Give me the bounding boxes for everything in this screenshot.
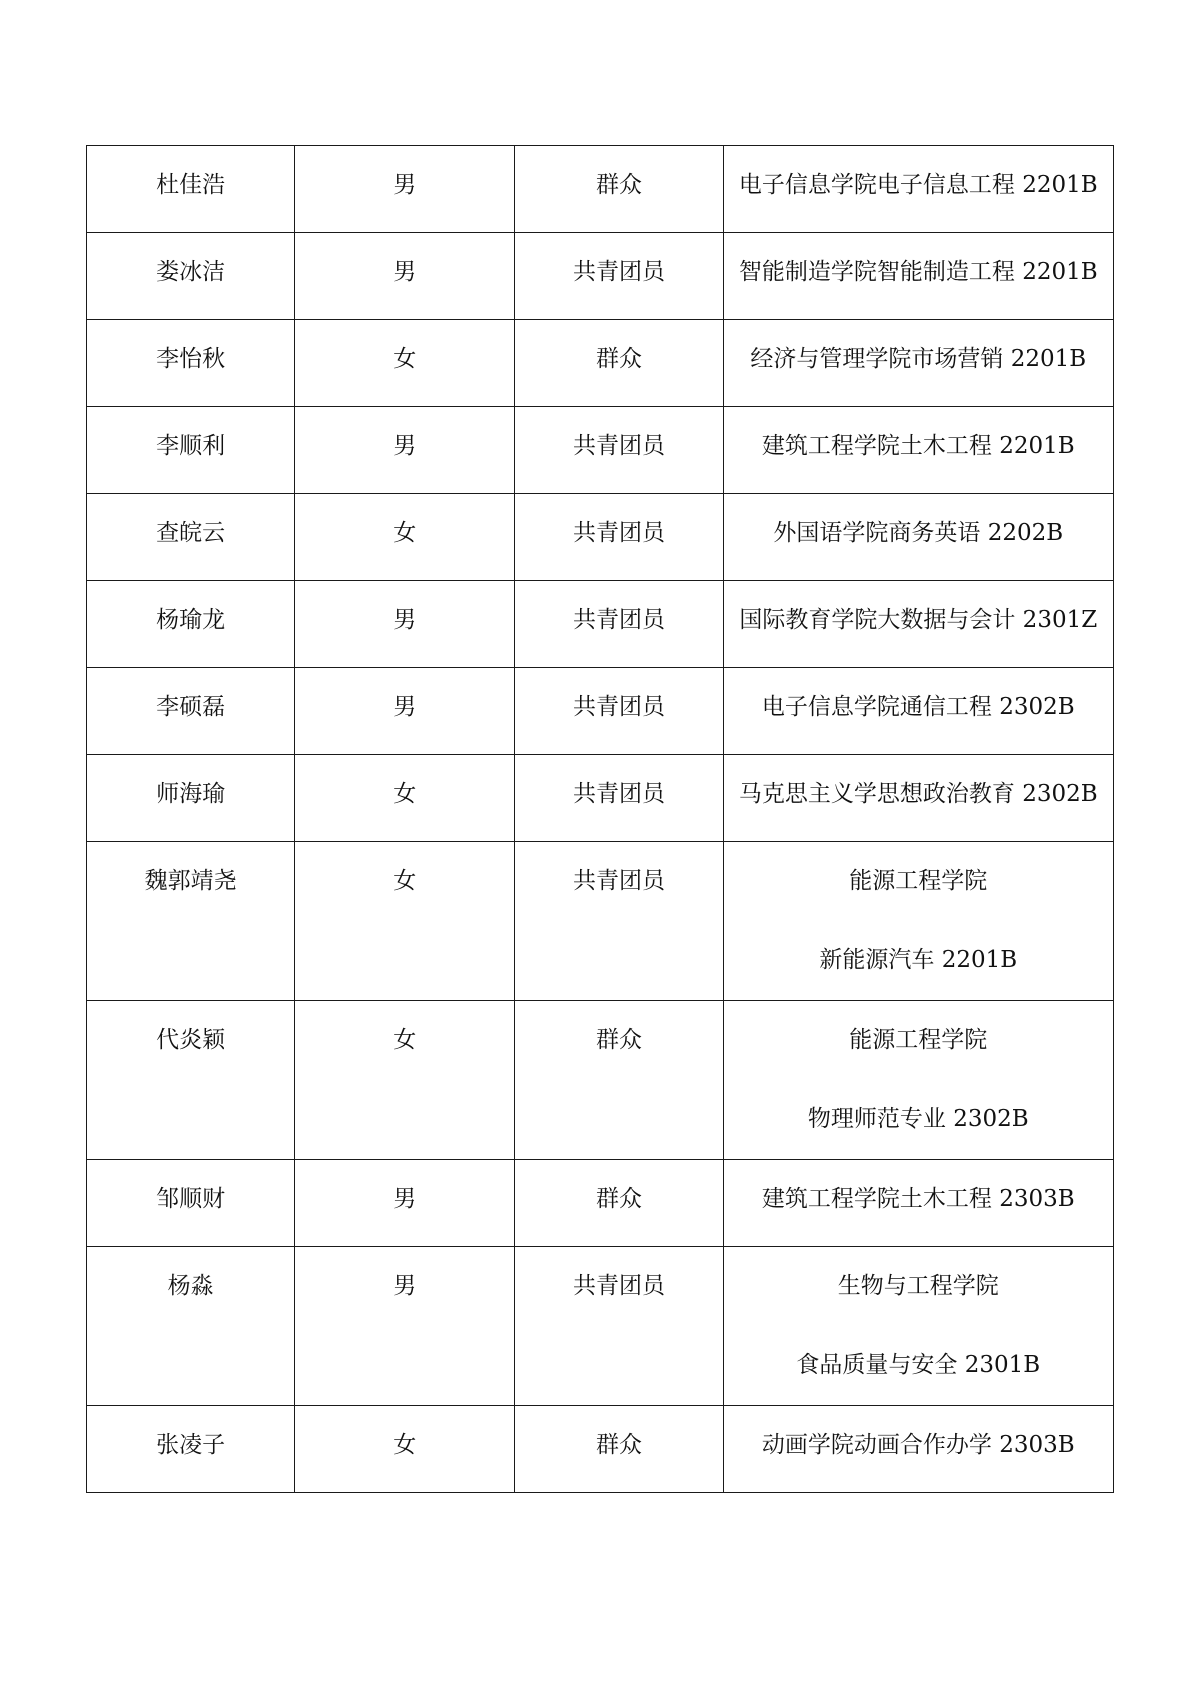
table-row bbox=[87, 755, 1114, 842]
unit-line: 智能制造学院智能制造工程 2201B bbox=[738, 259, 1098, 285]
member-name-cell: 李顺利 bbox=[87, 407, 295, 494]
political-status-cell: 共青团员 bbox=[515, 581, 723, 668]
political-status-cell: 共青团员 bbox=[515, 668, 723, 755]
political-status-cell: 群众 bbox=[515, 146, 723, 233]
member-name-cell: 李怡秋 bbox=[87, 320, 295, 407]
table-row bbox=[87, 581, 1114, 668]
table-row bbox=[87, 1001, 1114, 1160]
unit-cell bbox=[723, 407, 1113, 494]
unit-cell bbox=[723, 755, 1113, 842]
table-row bbox=[87, 320, 1114, 407]
roster-body bbox=[87, 146, 1114, 1493]
unit-line: 新能源汽车 2201B bbox=[819, 947, 1018, 973]
unit-line: 动画学院动画合作办学 2303B bbox=[761, 1432, 1075, 1458]
gender-cell: 女 bbox=[295, 842, 515, 1001]
unit-line: 能源工程学院 bbox=[849, 868, 988, 894]
gender-cell: 女 bbox=[295, 755, 515, 842]
gender-cell: 男 bbox=[295, 407, 515, 494]
member-name-cell: 邹顺财 bbox=[87, 1160, 295, 1247]
political-status-cell: 共青团员 bbox=[515, 233, 723, 320]
political-status-cell: 共青团员 bbox=[515, 842, 723, 1001]
unit-line: 食品质量与安全 2301B bbox=[796, 1352, 1041, 1378]
unit-cell bbox=[723, 581, 1113, 668]
unit-cell bbox=[723, 1001, 1113, 1160]
political-status-cell: 共青团员 bbox=[515, 1247, 723, 1406]
unit-line: 能源工程学院 bbox=[849, 1027, 988, 1053]
table-row bbox=[87, 668, 1114, 755]
table-row bbox=[87, 146, 1114, 233]
member-name-cell: 师海瑜 bbox=[87, 755, 295, 842]
unit-cell bbox=[723, 146, 1113, 233]
unit-line: 生物与工程学院 bbox=[837, 1273, 999, 1299]
member-name-cell: 代炎颖 bbox=[87, 1001, 295, 1160]
member-name-cell: 杨淼 bbox=[87, 1247, 295, 1406]
unit-line: 电子信息学院电子信息工程 2201B bbox=[738, 172, 1098, 198]
unit-cell bbox=[723, 668, 1113, 755]
unit-cell bbox=[723, 1247, 1113, 1406]
political-status-cell: 群众 bbox=[515, 320, 723, 407]
political-status-cell: 群众 bbox=[515, 1406, 723, 1493]
unit-cell bbox=[723, 1406, 1113, 1493]
political-status-cell: 群众 bbox=[515, 1160, 723, 1247]
unit-line: 建筑工程学院土木工程 2303B bbox=[761, 1186, 1075, 1212]
gender-cell: 男 bbox=[295, 1160, 515, 1247]
member-name-cell: 查皖云 bbox=[87, 494, 295, 581]
table-row bbox=[87, 494, 1114, 581]
table-row bbox=[87, 1160, 1114, 1247]
gender-cell: 女 bbox=[295, 494, 515, 581]
unit-line: 经济与管理学院市场营销 2201B bbox=[750, 346, 1087, 372]
gender-cell: 女 bbox=[295, 1406, 515, 1493]
table-row bbox=[87, 233, 1114, 320]
gender-cell: 女 bbox=[295, 1001, 515, 1160]
political-status-cell: 共青团员 bbox=[515, 755, 723, 842]
unit-line: 物理师范专业 2302B bbox=[807, 1106, 1029, 1132]
unit-cell bbox=[723, 494, 1113, 581]
gender-cell: 男 bbox=[295, 146, 515, 233]
political-status-cell: 共青团员 bbox=[515, 494, 723, 581]
table-row bbox=[87, 407, 1114, 494]
member-name-cell: 杜佳浩 bbox=[87, 146, 295, 233]
table-row bbox=[87, 842, 1114, 1001]
member-name-cell: 杨瑜龙 bbox=[87, 581, 295, 668]
unit-line: 外国语学院商务英语 2202B bbox=[773, 520, 1064, 546]
unit-line: 建筑工程学院土木工程 2201B bbox=[761, 433, 1075, 459]
member-name-cell: 魏郭靖尧 bbox=[87, 842, 295, 1001]
unit-cell bbox=[723, 233, 1113, 320]
gender-cell: 男 bbox=[295, 581, 515, 668]
member-name-cell: 张凌子 bbox=[87, 1406, 295, 1493]
unit-line: 电子信息学院通信工程 2302B bbox=[761, 694, 1075, 720]
gender-cell: 男 bbox=[295, 1247, 515, 1406]
political-status-cell: 共青团员 bbox=[515, 407, 723, 494]
member-name-cell: 李硕磊 bbox=[87, 668, 295, 755]
table-row bbox=[87, 1247, 1114, 1406]
table-row bbox=[87, 1406, 1114, 1493]
unit-cell bbox=[723, 842, 1113, 1001]
gender-cell: 女 bbox=[295, 320, 515, 407]
political-status-cell: 群众 bbox=[515, 1001, 723, 1160]
gender-cell: 男 bbox=[295, 668, 515, 755]
roster-table bbox=[86, 145, 1114, 1493]
member-name-cell: 娄冰洁 bbox=[87, 233, 295, 320]
unit-cell bbox=[723, 320, 1113, 407]
unit-cell bbox=[723, 1160, 1113, 1247]
gender-cell: 男 bbox=[295, 233, 515, 320]
unit-line: 马克思主义学思想政治教育 2302B bbox=[738, 781, 1098, 807]
unit-line: 国际教育学院大数据与会计 2301Z bbox=[739, 607, 1098, 633]
